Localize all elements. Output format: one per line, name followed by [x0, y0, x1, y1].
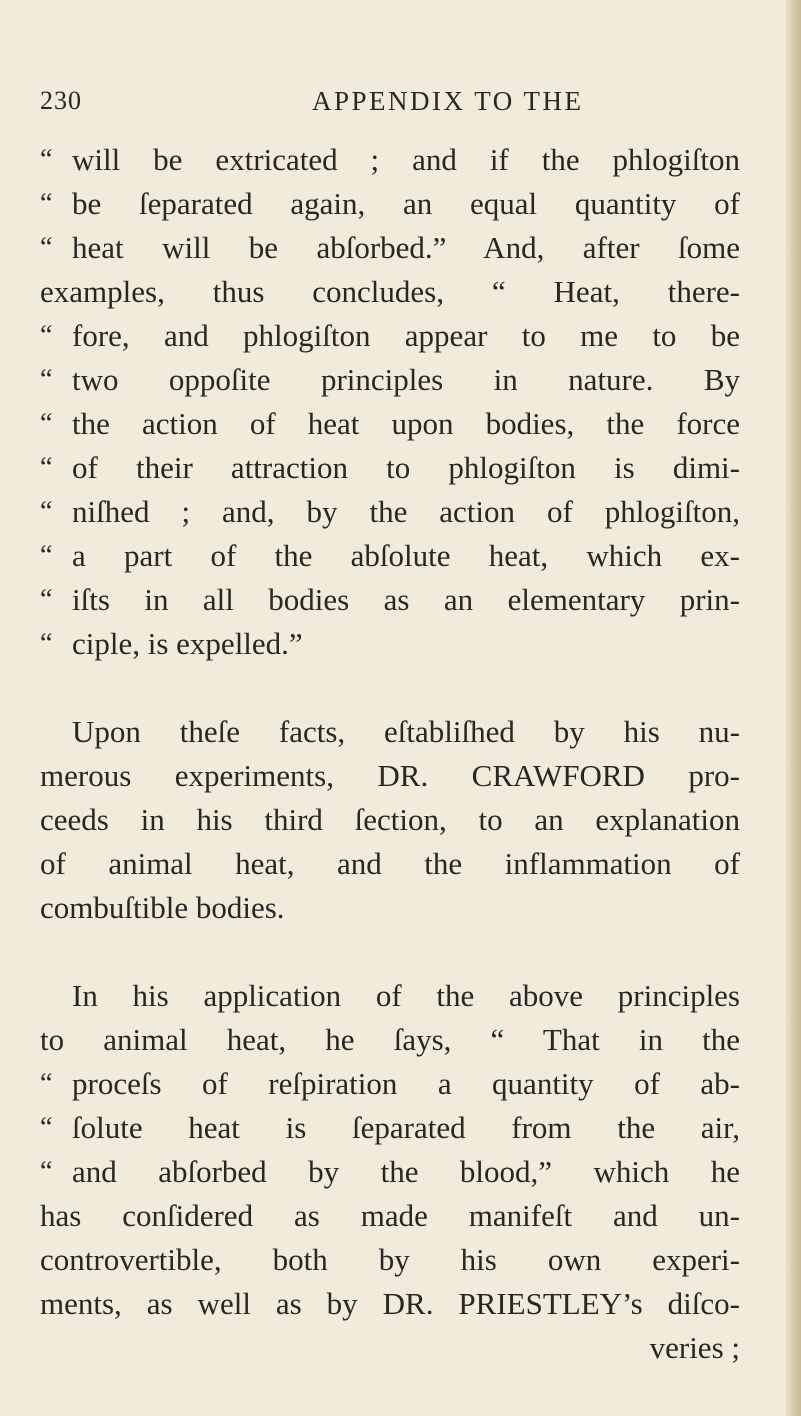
line-text: ſolute heat is ſeparated from the air,	[72, 1110, 740, 1145]
paragraph-2	[40, 710, 740, 930]
quote-mark: “	[40, 540, 53, 571]
text-line	[40, 226, 740, 270]
text-line	[40, 974, 740, 1018]
line-text: ceeds in his third ſection, to an explanation	[40, 802, 740, 837]
line-text: Upon theſe facts, eſtabliſhed by his nu-	[72, 714, 740, 749]
text-line	[40, 1238, 740, 1282]
line-text: will be extricated ; and if the phlogiſton	[72, 142, 740, 177]
paragraph-3	[40, 974, 740, 1326]
quote-mark: “	[40, 188, 53, 219]
quote-mark: “	[40, 144, 53, 175]
text-line	[40, 842, 740, 886]
page-number: 230	[40, 86, 82, 115]
quote-mark: “	[40, 232, 53, 263]
quote-mark: “	[40, 1112, 53, 1143]
line-text: of their attraction to phlogiſton is dimi-	[72, 450, 740, 485]
text-line	[40, 622, 740, 666]
text-line	[40, 314, 740, 358]
line-text: ciple, is expelled.”	[72, 626, 303, 661]
line-text: proceſs of reſpiration a quantity of ab-	[72, 1066, 740, 1101]
text-line	[40, 886, 740, 930]
line-text: combuſtible bodies.	[40, 890, 285, 925]
line-text: two oppoſite principles in nature. By	[72, 362, 740, 397]
line-text: fore, and phlogiſton appear to me to be	[72, 318, 740, 353]
quote-mark: “	[40, 496, 53, 527]
line-text: be ſeparated again, an equal quantity of	[72, 186, 740, 221]
line-text: merous experiments, DR. CRAWFORD pro-	[40, 758, 740, 793]
line-text: In his application of the above principles	[72, 978, 740, 1013]
text-line	[40, 402, 740, 446]
quote-mark: “	[40, 584, 53, 615]
line-text: a part of the abſolute heat, which ex-	[72, 538, 740, 573]
text-line	[40, 534, 740, 578]
text-line	[40, 490, 740, 534]
quote-mark: “	[40, 1068, 53, 1099]
line-text: iſts in all bodies as an elementary prin-	[72, 582, 740, 617]
catchword-text: veries ;	[649, 1330, 740, 1365]
quote-mark: “	[40, 452, 53, 483]
text-line	[40, 1150, 740, 1194]
body-text	[40, 138, 740, 1370]
paragraph-gap	[40, 666, 740, 710]
text-line	[40, 1018, 740, 1062]
text-line	[40, 182, 740, 226]
line-text: examples, thus concludes, “ Heat, there-	[40, 274, 740, 309]
line-text: niſhed ; and, by the action of phlogiſton,	[72, 494, 740, 529]
text-line	[40, 1106, 740, 1150]
paragraph-gap	[40, 930, 740, 974]
text-line	[40, 446, 740, 490]
text-line	[40, 358, 740, 402]
line-text: ments, as well as by DR. PRIESTLEY’s diſco-	[40, 1286, 740, 1321]
line-text: heat will be abſorbed.” And, after ſome	[72, 230, 740, 265]
text-line	[40, 1194, 740, 1238]
line-text: to animal heat, he ſays, “ That in the	[40, 1022, 740, 1057]
line-text: and abſorbed by the blood,” which he	[72, 1154, 740, 1189]
page-edge	[785, 0, 801, 1416]
quote-mark: “	[40, 628, 53, 659]
text-line	[40, 1062, 740, 1106]
page-header	[40, 86, 740, 126]
text-line	[40, 270, 740, 314]
text-line	[40, 710, 740, 754]
line-text: the action of heat upon bodies, the force	[72, 406, 740, 441]
text-line	[40, 138, 740, 182]
running-title: APPENDIX TO THE	[312, 86, 584, 116]
text-line	[40, 754, 740, 798]
text-line	[40, 578, 740, 622]
text-line	[40, 1282, 740, 1326]
quote-mark: “	[40, 320, 53, 351]
catchword	[40, 1326, 740, 1370]
line-text: has conſidered as made manifeſt and un-	[40, 1198, 740, 1233]
line-text: of animal heat, and the inflammation of	[40, 846, 740, 881]
quote-mark: “	[40, 408, 53, 439]
line-text: controvertible, both by his own experi-	[40, 1242, 740, 1277]
text-line	[40, 798, 740, 842]
quote-mark: “	[40, 364, 53, 395]
paragraph-1	[40, 138, 740, 666]
quote-mark: “	[40, 1156, 53, 1187]
